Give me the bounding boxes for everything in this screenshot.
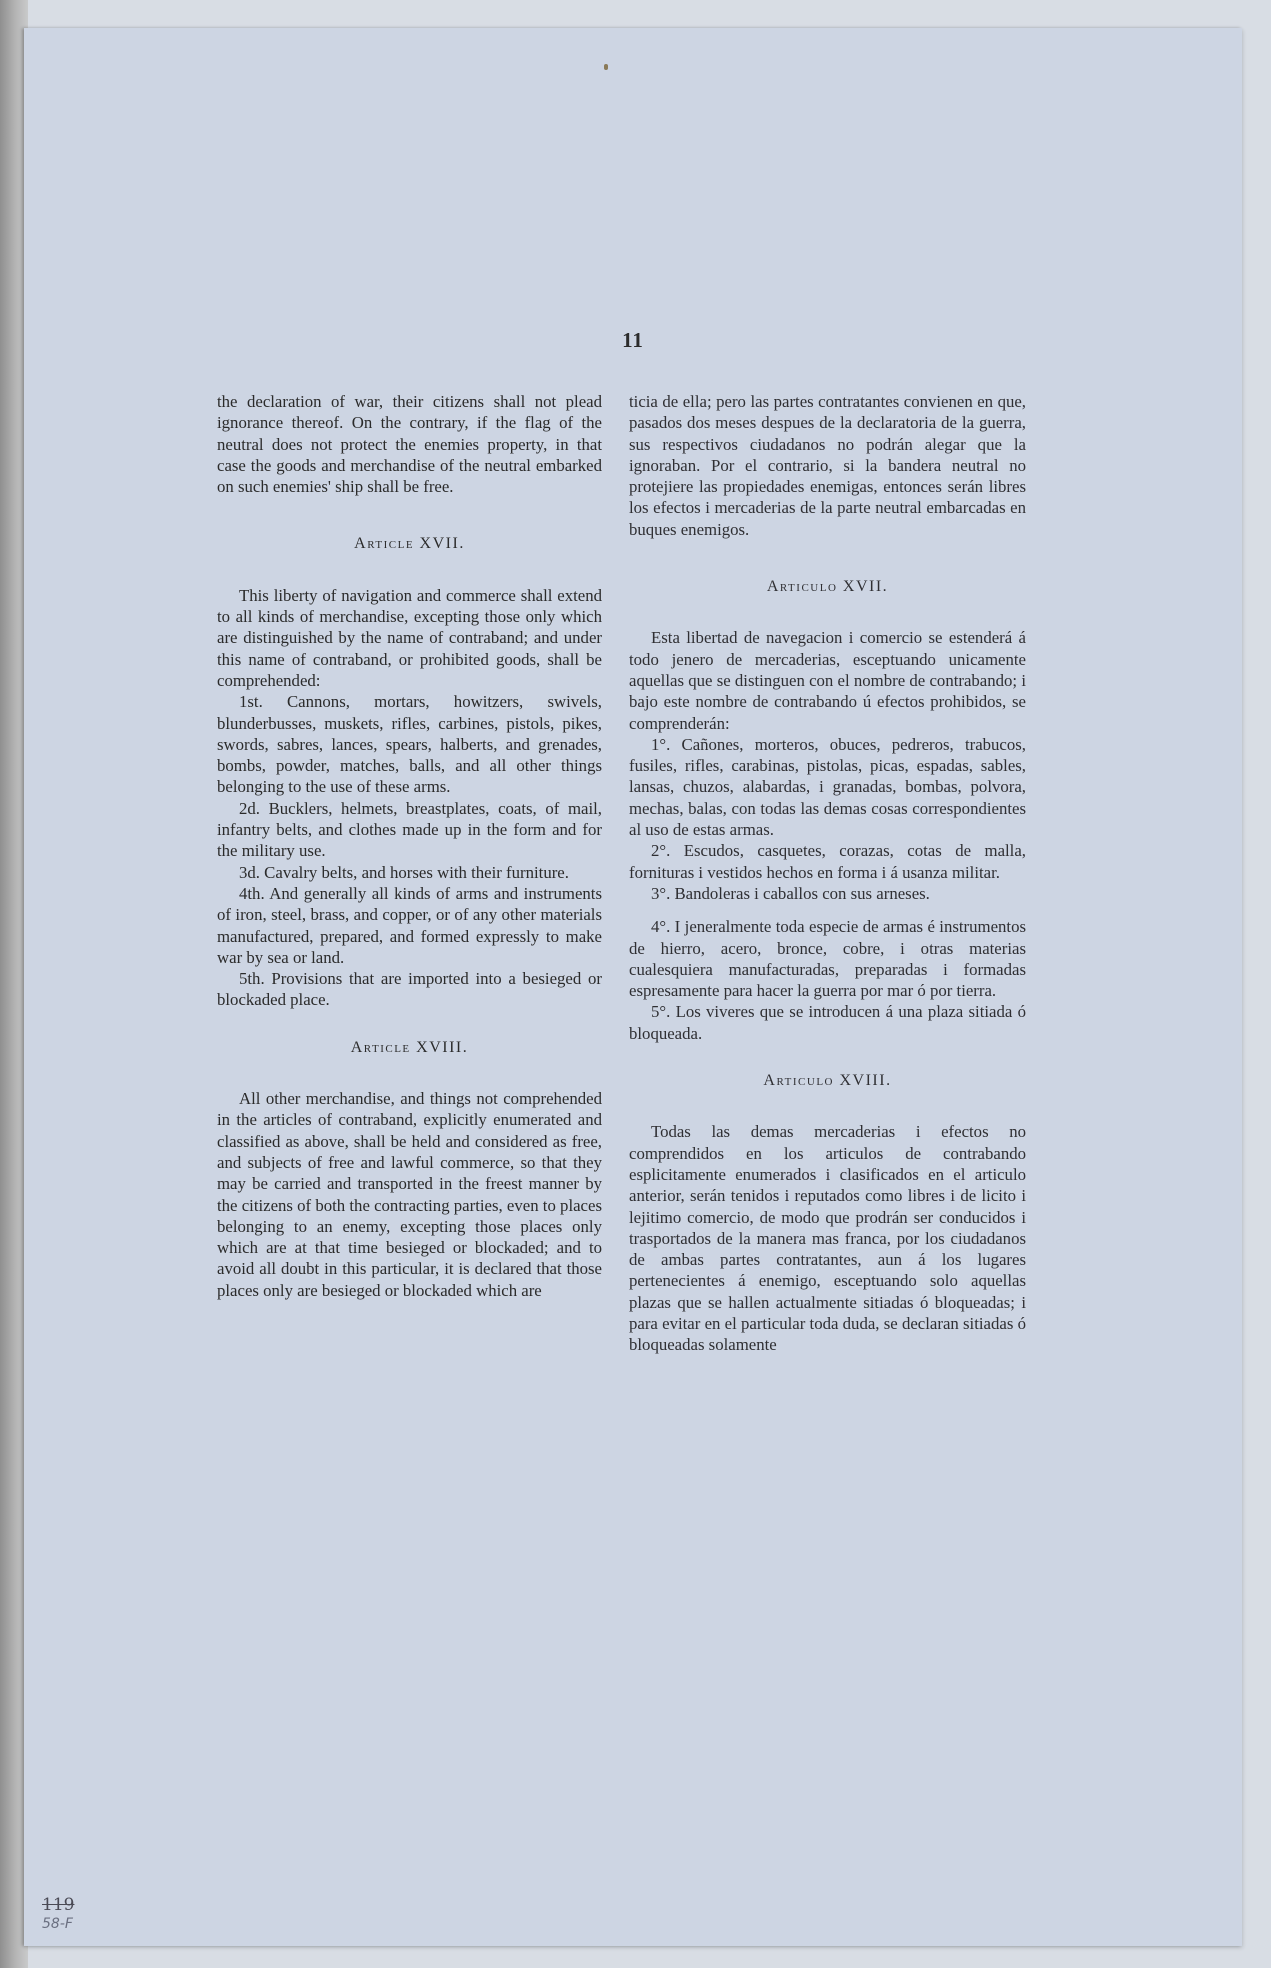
english-article-xviii-heading: Article XVIII. — [350, 1038, 469, 1056]
english-contraband-item-4: 4th. And generally all kinds of arms and instruments of iron, steel, brass, and copper, or of any other materials manufactured, prepared, and formed expressly to make war by sea or land. — [217, 883, 602, 967]
archive-note-pencil: 58-F — [42, 1916, 73, 1932]
spanish-article-xviii-paragraph: Todas las demas mercaderias i efectos no comprendidos en los articulos de contrabando esplicitamente enumerados i clasificados en el articulo anterior, serán tenidos i reputados como libres i de licito i lejitimo comercio, de modo que prodrán ser conducidos i trasportados de la manera mas franca, por los ciudadanos de ambas partes contratantes, aun á los lugares pertenecientes á enemigo, esceptuando solo aquellas plazas que se hallen actualmente sitiadas ó bloqueadas; i para evitar en el particular toda duda, se declaran sitiadas ó bloqueadas solamente — [629, 1122, 1026, 1355]
spanish-contraband-item-3: 3°. Bandoleras i caballos con sus arneses. — [651, 883, 930, 903]
english-contraband-item-2: 2d. Bucklers, helmets, breastplates, coats, of mail, infantry belts, and clothes made up in the form and for the military use. — [217, 798, 602, 861]
english-intro-paragraph: the declaration of war, their citizens shall not plead ignorance thereof. On the contrary, if the flag of the neutral does not protect the enemies property, in that case the goods and merchandise of the neutral embarked on such enemies' ship shall be free. — [217, 392, 602, 497]
english-column — [217, 391, 602, 1301]
spanish-article-xvii-paragraph: Esta libertad de navegacion i comercio se estenderá á todo jenero de mercaderias, esceptuando unicamente aquellas que se distinguen con el nombre de contrabando; i bajo este nombre de contrabando ú efectos prohibidos, se comprenderán: — [629, 628, 1026, 733]
document-page — [24, 28, 1242, 1946]
archive-note-struck: 119 — [42, 1895, 75, 1915]
spanish-contraband-item-4: 4°. I jeneralmente toda especie de armas é instrumentos de hierro, acero, bronce, cobre, i otras materias cualesquiera manufacturadas, preparadas i formadas espresamente para hacer la guerra por mar ó por tierra. — [629, 917, 1026, 1001]
english-article-xvii-paragraph: This liberty of navigation and commerce shall extend to all kinds of merchandise, excepting those only which are distinguished by the name of contraband; and under this name of contraband, or prohibited goods, shall be comprehended: — [217, 585, 602, 690]
spanish-column — [629, 391, 1026, 1356]
spanish-contraband-item-2: 2°. Escudos, casquetes, corazas, cotas de malla, fornituras i vestidos hechos en forma i á usanza militar. — [629, 841, 1026, 882]
english-contraband-item-5: 5th. Provisions that are imported into a besieged or blockaded place. — [217, 969, 602, 1010]
spanish-intro-paragraph: ticia de ella; pero las partes contratantes convienen en que, pasados dos meses despues de la declaratoria de la guerra, sus respectivos ciudadanos no podrán alegar que la ignoraban. Por el contrario, si la bandera neutral no protejiere las propiedades enemigas, entonces serán libres los efectos i mercaderias de la parte neutral embarcadas en buques enemigos. — [629, 392, 1026, 539]
paper-speck — [604, 64, 608, 70]
english-contraband-item-1: 1st. Cannons, mortars, howitzers, swivels, blunderbusses, muskets, rifles, carbines, pistols, pikes, swords, sabres, lances, spears, halberts, and grenades, bombs, powder, matches, balls, and all other things belonging to the use of these arms. — [217, 692, 602, 797]
page-number: 11 — [622, 328, 644, 352]
spanish-contraband-item-5: 5°. Los viveres que se introducen á una plaza sitiada ó bloqueada. — [629, 1002, 1026, 1043]
english-contraband-item-3: 3d. Cavalry belts, and horses with their furniture. — [239, 862, 569, 882]
spanish-article-xviii-heading: Articulo XVIII. — [763, 1072, 892, 1090]
spanish-contraband-item-1: 1°. Cañones, morteros, obuces, pedreros, trabucos, fusiles, rifles, carabinas, pistolas, picas, espadas, sables, lansas, chuzos, alabardas, i granadas, bombas, polvora, mechas, balas, con todas las demas cosas correspondientes al uso de estas armas. — [629, 734, 1026, 840]
english-article-xvii-heading: Article XVII. — [354, 535, 465, 553]
english-article-xviii-paragraph: All other merchandise, and things not comprehended in the articles of contraband, explicitly enumerated and classified as above, shall be held and considered as free, and subjects of free and lawful commerce, so that they may be carried and transported in the freest manner by the citizens of both the contracting parties, even to places belonging to an enemy, excepting those places only which are at that time besieged or blockaded; and to avoid all doubt in this particular, it is declared that those places only are besieged or blockaded which are — [217, 1089, 602, 1300]
spanish-article-xvii-heading: Articulo XVII. — [766, 578, 889, 596]
